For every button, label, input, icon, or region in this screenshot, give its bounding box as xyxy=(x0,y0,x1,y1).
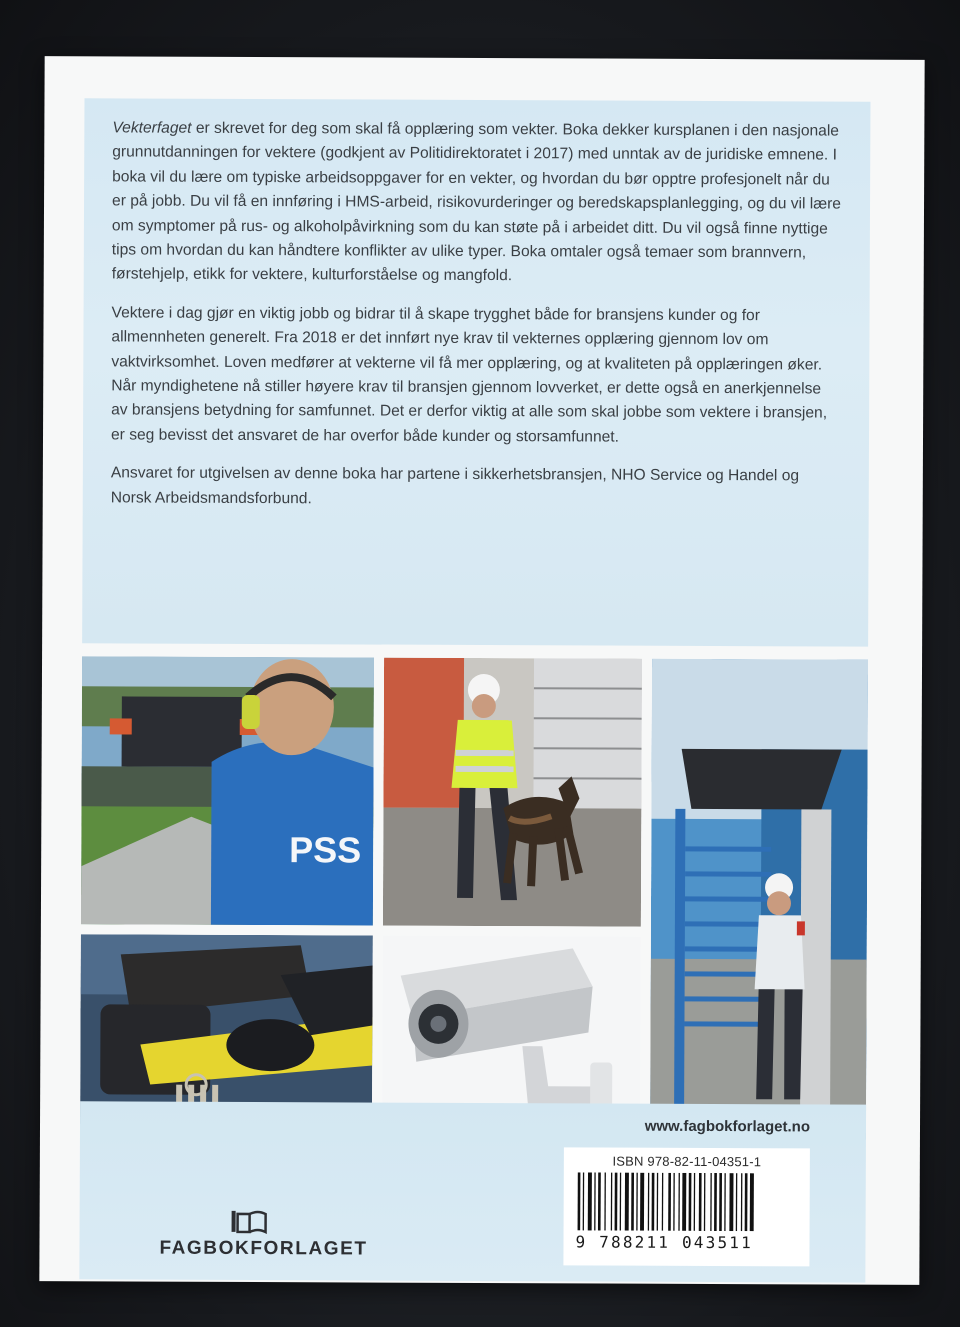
barcode-bar xyxy=(736,1173,738,1231)
barcode-bar xyxy=(598,1173,601,1231)
barcode-bar xyxy=(699,1173,702,1231)
barcode-bar xyxy=(640,1173,644,1231)
shirt-logo-text: PSS xyxy=(289,829,362,871)
barcode-bar xyxy=(719,1173,722,1231)
barcode-bar xyxy=(611,1173,613,1231)
barcode-bar xyxy=(682,1173,686,1231)
book-title-italic: Vekterfaget xyxy=(112,119,192,137)
barcode-bar xyxy=(741,1173,743,1231)
barcode-bar xyxy=(652,1173,655,1231)
barcode-bar xyxy=(588,1172,592,1230)
barcode-bar xyxy=(604,1173,606,1231)
blurb-paragraph-3: Ansvaret for utgivelsen av denne boka har partene i sikkerhetsbransjen, NHO Service og Handel og Norsk Arbeidsmandsforbund. xyxy=(110,464,800,507)
barcode-bar xyxy=(648,1173,650,1231)
barcode-bar xyxy=(689,1173,692,1231)
isbn-label: ISBN 978-82-11-04351-1 xyxy=(612,1153,762,1170)
barcode-bar xyxy=(657,1173,659,1231)
barcode-bars xyxy=(576,1172,798,1231)
blurb-paragraph-1 xyxy=(112,116,843,290)
publisher-logo xyxy=(159,1208,367,1261)
barcode-digits: 9 788211 043511 xyxy=(575,1232,754,1253)
barcode-bar xyxy=(578,1172,581,1230)
isbn-barcode xyxy=(563,1147,810,1266)
publisher-url[interactable]: www.fagbokforlaget.no xyxy=(644,1117,811,1136)
barcode-bar xyxy=(724,1173,726,1231)
barcode-bar xyxy=(678,1173,680,1231)
barcode-bar xyxy=(662,1173,664,1231)
barcode-bar xyxy=(631,1173,634,1231)
barcode-bar xyxy=(615,1173,618,1231)
barcode-bar xyxy=(673,1173,675,1231)
photo-concert-guard xyxy=(81,656,374,925)
barcode-bar xyxy=(729,1173,733,1231)
photo-grid xyxy=(80,656,868,1139)
blurb-paragraph-1-text: er skrevet for deg som skal få opplæring som vekter. Boka dekker kursplanen i den nasjonale grunnutdanningen for vektere (godkjent av Politidirektoratet i 2017) med unntak av de juridiske emnene. I boka vil du lære om typiske arbeidsoppgaver for en vekter, og hvordan du bør opptre profesjonelt når du er på jobb. Du vil få en innføring i HMS-arbeid, risikovurderinger og beredskapsplanlegging, og du vil lære om symptomer på rus- og alkoholpåvirkning som du kan støte på i arbeidet ditt. Du vil også finne nyttige tips om hvordan du kan håndtere konflikter av ulike typer. Boka omtaler også temaer som brannvern, førstehjelp, etikk for vektere, kulturforståelse og mangfold. xyxy=(111,119,842,285)
barcode-bar xyxy=(714,1173,717,1231)
blurb-panel xyxy=(82,98,870,646)
barcode-bar xyxy=(625,1173,629,1231)
footer-panel xyxy=(79,1101,866,1282)
barcode-bar xyxy=(745,1173,748,1231)
blurb-paragraph-2: Vektere i dag gjør en viktig jobb og bidrar til å skape trygghet både for bransjens kunder og for allmennheten generelt. Fra 2018 er det innført nye krav til vekternes opplæring gjennom lov om vaktvirksomhet. Loven medfører at vekterne vil få mer opplæring, og at kvaliteten på opplæringen øker. Når myndighetene nå stiller høyere krav til bransjen gjennom lovverket, er dette også en anerkjennelse av bransjens betydning for samfunnet. Det er derfor viktig at alle som skal jobbe som vektere i bransjen, er seg bevisst det ansvaret de har overfor både kunder og storsamfunnet. xyxy=(110,304,828,446)
photo-guard-with-dog xyxy=(383,658,642,927)
barcode-bar xyxy=(620,1173,622,1231)
barcode-bar xyxy=(750,1173,754,1231)
barcode-bar xyxy=(710,1173,712,1231)
barcode-bar xyxy=(594,1172,596,1230)
photo-turnstile-guard xyxy=(650,659,868,1140)
publisher-name: FAGBOKFORLAGET xyxy=(159,1237,368,1260)
barcode-bar xyxy=(583,1172,585,1230)
barcode-bar xyxy=(668,1173,671,1231)
barcode-bar xyxy=(694,1173,696,1231)
barcode-bar xyxy=(636,1173,638,1231)
book-back-cover xyxy=(39,56,924,1285)
barcode-bar xyxy=(704,1173,706,1231)
book-logo-icon xyxy=(230,1208,270,1234)
